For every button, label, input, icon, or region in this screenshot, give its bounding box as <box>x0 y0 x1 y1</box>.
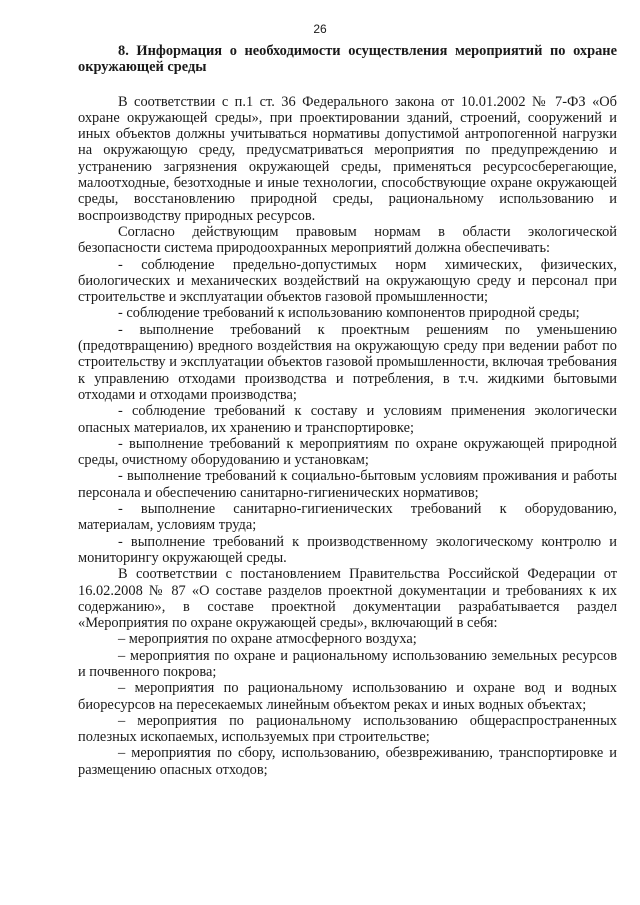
list-item: - выполнение требований к социально-бытовым условиям проживания и работы персонала и обеспечению санитарно-гигиенических нормативов; <box>78 468 617 501</box>
section-heading: 8. Информация о необходимости осуществления мероприятий по охране окружающей среды <box>78 43 617 76</box>
list-item: - выполнение требований к мероприятиям по охране окружающей природной среды, очистному оборудованию и установкам; <box>78 435 617 469</box>
list-item: - соблюдение требований к использованию компонентов природной среды; <box>118 305 580 322</box>
list-item: – мероприятия по рациональному использованию общераспространенных полезных ископаемых, используемых при строительстве; <box>78 712 617 746</box>
document-body <box>78 43 617 778</box>
list-item: - выполнение санитарно-гигиенических требований к оборудованию, материалам, условиям труда; <box>78 501 617 534</box>
paragraph-requirements: Согласно действующим правовым нормам в области экологической безопасности система природоохранных мероприятий должна обеспечивать: <box>78 223 617 257</box>
list-item: – мероприятия по рациональному использованию и охране вод и водных биоресурсов на пересекаемых линейным объектом реках и иных водных объектах; <box>78 680 617 713</box>
list-item: – мероприятия по охране атмосферного воздуха; <box>118 631 417 648</box>
list-item: - соблюдение требований к составу и условиям применения экологически опасных материалов, их хранению и транспортировке; <box>78 403 617 436</box>
paragraph-intro: В соответствии с п.1 ст. 36 Федерального закона от 10.01.2002 № 7-ФЗ «Об охране окружающей среды», при проектировании зданий, строений, сооружений и иных объектов должны учитываться нормативы допустимой антропогенной нагрузки на окружающую среду, предусматриваться мероприятия по предупреждению и устранению загрязнения окружающей среды, применяться ресурсосберегающие, малоотходные, безотходные и иные технологии, способствующие охране окружающей среды, восстановлению природной среды, рациональному использованию и воспроизводству природных ресурсов. <box>78 93 617 224</box>
list-item: - соблюдение предельно-допустимых норм химических, физических, биологических и механических воздействий на окружающую среду и персонал при строительстве и эксплуатации объектов газовой промышленности; <box>78 256 617 306</box>
list-item: – мероприятия по сбору, использованию, обезвреживанию, транспортировке и размещению опасных отходов; <box>78 745 617 778</box>
list-item: - выполнение требований к производственному экологическому контролю и мониторингу окружающей среды. <box>78 533 617 566</box>
list-item: – мероприятия по охране и рациональному использованию земельных ресурсов и почвенного покрова; <box>78 647 617 680</box>
page-number: 26 <box>313 22 327 36</box>
list-item: - выполнение требований к проектным решениям по уменьшению (предотвращению) вредного воздействия на окружающую среду при ведении работ по строительству и эксплуатации объектов газовой промышленности, включая требования к управлению отходами производства и потребления, в т.ч. жидкими бытовыми отходами и отходами производства; <box>78 321 617 403</box>
paragraph-regulation: В соответствии с постановлением Правительства Российской Федерации от 16.02.2008 № 87 «О составе разделов проектной документации и требованиях к их содержанию», в составе проектной документации разрабатывается раздел «Мероприятия по охране окружающей среды», включающий в себя: <box>78 566 617 632</box>
